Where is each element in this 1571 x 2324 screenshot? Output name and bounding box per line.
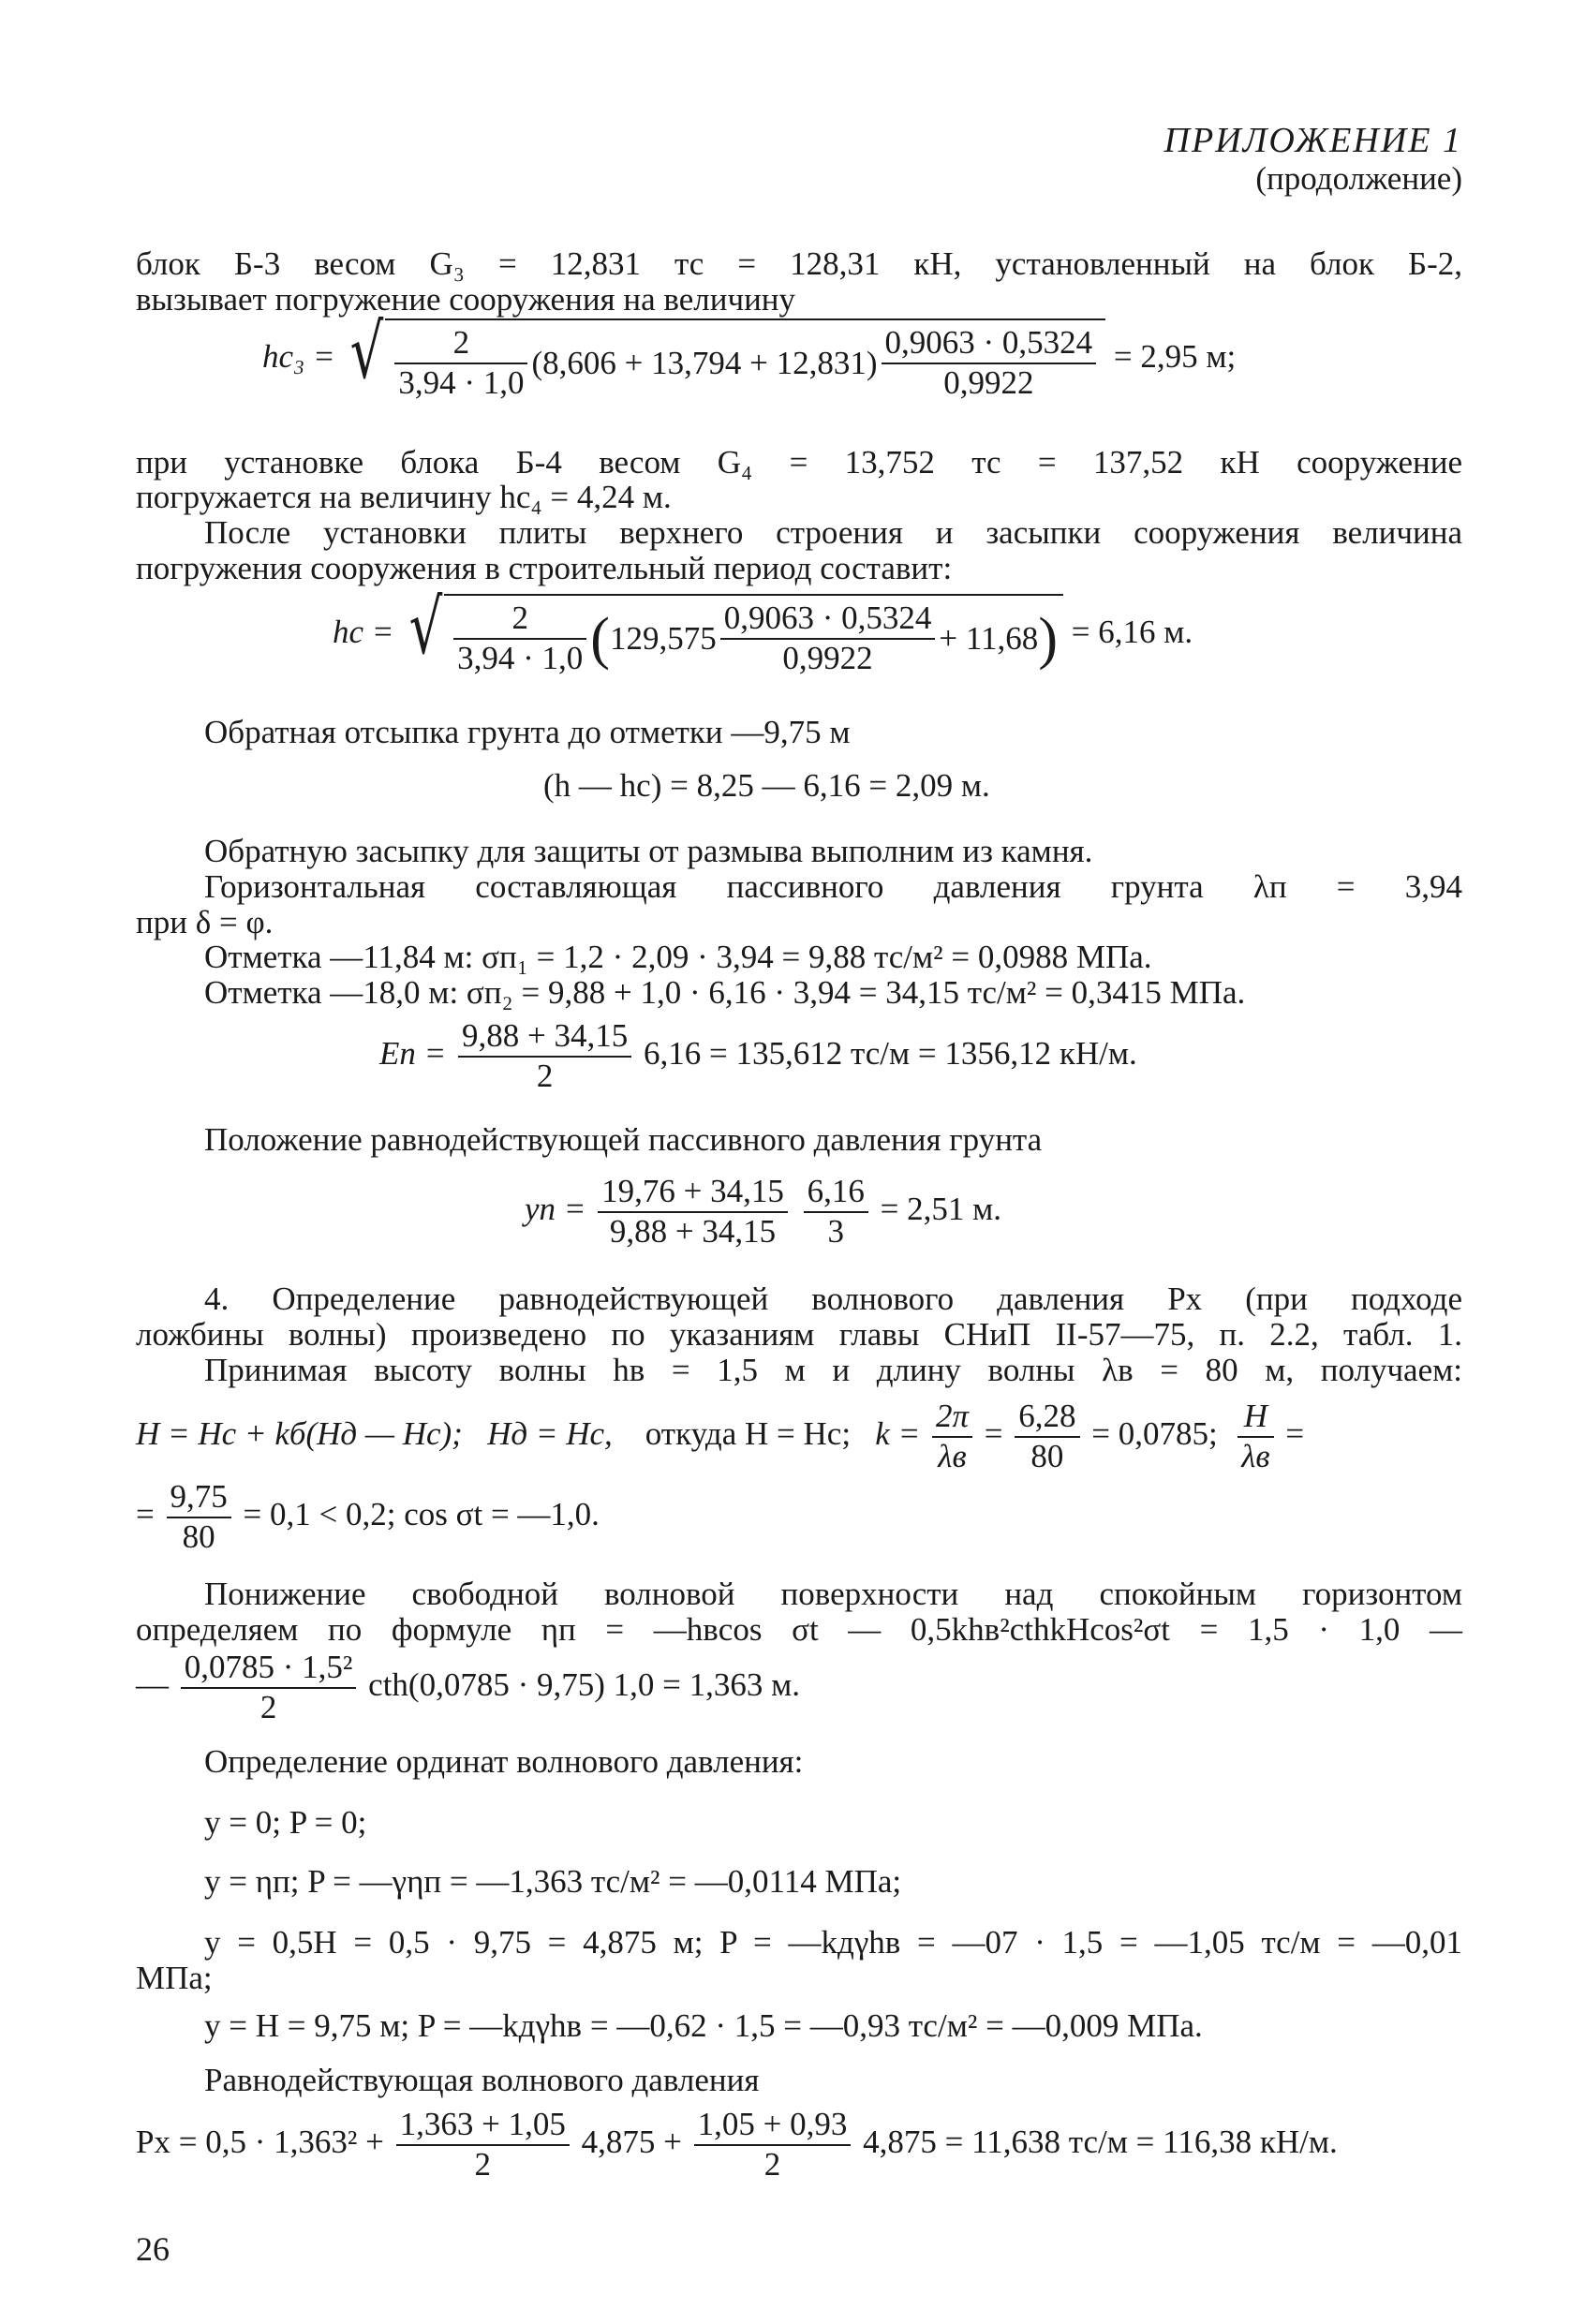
continuation-label: (продолжение): [1255, 160, 1462, 197]
formula-eta: [136, 1650, 800, 1725]
formula-eta-frac: [181, 1650, 357, 1725]
formula-px-num1: 1,363 + 1,05: [396, 2108, 570, 2146]
page-number: 26: [136, 2230, 170, 2268]
formula-wave-k-frac3: [1238, 1399, 1273, 1474]
formula-yp-num1: 19,76 + 34,15: [598, 1175, 788, 1213]
formula-eta-den: 2: [259, 1688, 277, 1725]
formula-px-num2: 1,05 + 0,93: [694, 2108, 852, 2146]
formula-wave-k-e: =: [984, 1414, 1003, 1452]
paren-open: (: [590, 606, 610, 671]
formula-wave-k-a: H = Hс + kб(Hд — Hс);: [136, 1414, 463, 1452]
formula-hc3-num2: 0,9063 · 0,5324: [882, 326, 1097, 364]
formula-hc3-rhs: = 2,95 м;: [1113, 337, 1237, 375]
ordinate-line-1: y = 0; P = 0;: [204, 1804, 367, 1841]
formula-wave-k-d: k =: [875, 1414, 921, 1452]
formula-wave-k-num3: H: [1238, 1399, 1273, 1438]
paragraph-block-b3-line2: вызывает погружение сооружения на величину: [136, 281, 796, 318]
formula-hc-num2: 0,9063 · 0,5324: [720, 601, 936, 640]
formula-hc3-den1: 3,94 · 1,0: [398, 363, 525, 401]
paragraph-resultant-position: Положение равнодействующей пассивного давления грунта: [204, 1121, 1043, 1158]
formula-hc-frac2: [720, 601, 936, 676]
formula-hc-b: + 11,68: [939, 619, 1039, 657]
formula-wave-ratio-num: 9,75: [167, 1480, 231, 1518]
formula-hc3-frac2: [882, 326, 1097, 401]
paragraph-backfill-level: Обратная отсыпка грунта до отметки —9,75 м: [204, 714, 851, 750]
formula-hc3-den2: 0,9922: [943, 363, 1034, 401]
formula-wave-k-den3: λв: [1241, 1437, 1270, 1474]
paragraph-after-slab-line2: погружения сооружения в строительный период составит:: [136, 550, 953, 586]
formula-wave-k-num2: 6,28: [1015, 1399, 1079, 1438]
sqrt-icon: √: [349, 308, 384, 395]
formula-hc-den2: 0,9922: [782, 639, 873, 676]
formula-wave-k: [136, 1399, 1304, 1474]
formula-h-minus-hc: (h — hс) = 8,25 — 6,16 = 2,09 м.: [543, 767, 990, 804]
formula-px-den1: 2: [474, 2145, 491, 2183]
paragraph-section-4-line2: ложбины волны) произведено по указаниям главы СНиП II-57—75, п. 2.2, табл. 1.: [136, 1316, 1462, 1353]
paragraph-wave-resultant: Равнодействующая волнового давления: [204, 2062, 760, 2098]
formula-ep-rhs: 6,16 = 135,612 тс/м = 1356,12 кН/м.: [644, 1034, 1137, 1072]
formula-hc-lhs: hс =: [333, 613, 394, 650]
appendix-title: ПРИЛОЖЕНИЕ 1: [1163, 121, 1462, 160]
paragraph-block-b3-line1: блок Б-3 весом G₃ = 12,831 тс = 128,31 кН, установленный на блок Б-2,: [136, 245, 1462, 282]
formula-hc3-frac1: [394, 326, 527, 401]
paragraph-ordinates: Определение ординат волнового давления:: [204, 1743, 804, 1780]
formula-ep-lhs: Eп =: [379, 1034, 447, 1072]
formula-wave-k-den2: 80: [1030, 1437, 1064, 1474]
formula-wave-k-frac2: [1015, 1399, 1079, 1474]
formula-px-a: Px = 0,5 · 1,363² +: [136, 2123, 384, 2160]
formula-px-c: 4,875 = 11,638 тс/м = 116,38 кН/м.: [863, 2123, 1338, 2160]
paragraph-section-4-line1: 4. Определение равнодействующей волнового давления Px (при подходе: [204, 1280, 1462, 1317]
formula-yp-frac1: [598, 1175, 788, 1250]
formula-wave-ratio-frac: [167, 1480, 231, 1555]
formula-hc-frac1: [453, 601, 586, 676]
formula-px-frac1: [396, 2108, 570, 2183]
formula-ep-frac: [458, 1019, 631, 1094]
formula-wave-k-num1: 2π: [932, 1399, 972, 1438]
formula-wave-k-f: = 0,0785;: [1091, 1414, 1218, 1452]
paragraph-block-b4-line1: при установке блока Б-4 весом G₄ = 13,752 тс = 137,52 кН сооружение: [136, 444, 1462, 481]
formula-ep-num: 9,88 + 34,15: [458, 1019, 631, 1058]
paragraph-level-18-0: Отметка —18,0 м: σп₂ = 9,88 + 1,0 · 6,16 · 3,94 = 34,15 тс/м² = 0,3415 МПа.: [204, 974, 1246, 1011]
formula-hc-rhs: = 6,16 м.: [1071, 613, 1193, 650]
formula-hc-a: 129,575: [609, 619, 717, 657]
formula-hc3-sum: (8,606 + 13,794 + 12,831): [531, 344, 878, 381]
paragraph-passive-pressure-line2: при δ = φ.: [136, 904, 274, 940]
formula-eta-b: cth(0,0785 · 9,75) 1,0 = 1,363 м.: [368, 1665, 801, 1703]
paragraph-surface-lowering-line2: определяем по формуле ηп = —hвcos σt — 0,5khв²cthkHcos²σt = 1,5 · 1,0 —: [136, 1611, 1462, 1648]
formula-yp-den2: 3: [827, 1212, 845, 1250]
ordinate-line-3a: y = 0,5H = 0,5 · 9,75 = 4,875 м; P = —kдγhв = —07 · 1,5 = —1,05 тс/м = —0,01: [204, 1924, 1462, 1961]
paragraph-block-b4-line2: погружается на величину hс₄ = 4,24 м.: [136, 479, 672, 515]
formula-hc3-num1: 2: [394, 326, 527, 364]
formula-wave-k-g: =: [1285, 1414, 1305, 1452]
ordinate-line-2: y = ηп; P = —γηп = —1,363 тс/м² = —0,0114 МПа;: [204, 1863, 902, 1900]
paragraph-stone-backfill: Обратную засыпку для защиты от размыва выполним из камня.: [204, 833, 1093, 869]
formula-px: [136, 2108, 1338, 2183]
formula-hc-den1: 3,94 · 1,0: [457, 639, 584, 676]
ordinate-line-4: y = H = 9,75 м; P = —kдγhв = —0,62 · 1,5 = —0,93 тс/м² = —0,009 МПа.: [204, 2007, 1203, 2044]
formula-yp-frac2: [804, 1175, 868, 1250]
paragraph-level-11-84: Отметка —11,84 м: σп₁ = 1,2 · 2,09 · 3,94 = 9,88 тс/м² = 0,0988 МПа.: [204, 939, 1152, 975]
formula-hc-num1: 2: [453, 601, 586, 640]
formula-hc3-lhs: hс₃ =: [262, 337, 335, 375]
formula-wave-k-den1: λв: [938, 1437, 967, 1474]
formula-wave-k-frac1: [932, 1399, 972, 1474]
paragraph-surface-lowering-line1: Понижение свободной волновой поверхности над спокойным горизонтом: [204, 1576, 1462, 1612]
paragraph-passive-pressure-line1: Горизонтальная составляющая пассивного давления грунта λп = 3,94: [204, 868, 1462, 905]
paren-close: ): [1038, 606, 1058, 671]
formula-hc3: [262, 308, 1237, 401]
formula-wave-ratio: [136, 1480, 600, 1555]
sqrt-icon: √: [408, 584, 443, 671]
paragraph-wave-params: Принимая высоту волны hв = 1,5 м и длину волны λв = 80 м, получаем:: [204, 1352, 1462, 1388]
formula-hc3-radical: [343, 308, 1105, 401]
formula-ep-den: 2: [536, 1057, 554, 1094]
formula-px-frac2: [694, 2108, 852, 2183]
formula-yp-num2: 6,16: [804, 1175, 868, 1213]
formula-wave-k-c: откуда H = Hс;: [645, 1414, 852, 1452]
formula-px-b: 4,875 +: [581, 2123, 682, 2160]
formula-hc: [333, 584, 1193, 676]
formula-yp-rhs: = 2,51 м.: [880, 1190, 1002, 1227]
formula-yp-den1: 9,88 + 34,15: [609, 1212, 777, 1250]
ordinate-line-3b: МПа;: [136, 1960, 213, 1996]
formula-hc-radical: [402, 584, 1063, 676]
paragraph-after-slab-line1: После установки плиты верхнего строения и засыпки сооружения величина: [204, 514, 1462, 551]
formula-yp-lhs: yп =: [525, 1190, 586, 1227]
formula-eta-a: —: [136, 1665, 169, 1703]
formula-px-den2: 2: [763, 2145, 781, 2183]
formula-yp: [525, 1175, 1001, 1250]
formula-wave-ratio-den: 80: [182, 1517, 215, 1555]
formula-ep: [379, 1019, 1137, 1094]
formula-eta-num: 0,0785 · 1,5²: [181, 1650, 357, 1689]
formula-wave-ratio-b: = 0,1 < 0,2; cos σt = —1,0.: [243, 1495, 600, 1532]
formula-wave-k-b: Hд = Hс,: [487, 1414, 613, 1452]
formula-wave-ratio-a: =: [136, 1495, 155, 1532]
